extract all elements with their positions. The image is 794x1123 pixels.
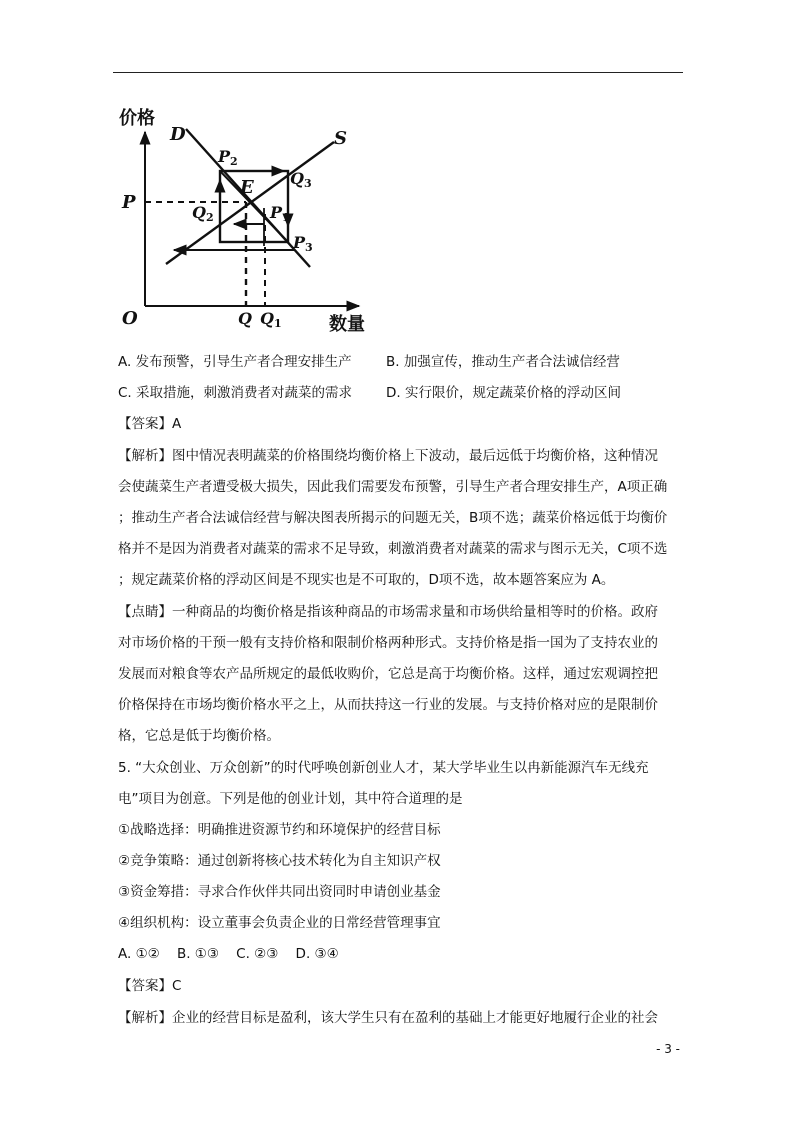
analysis-tag: 【解析】 (118, 448, 172, 464)
q4-comment-line-2: 对市场价格的干预一般有支持价格和限制价格两种形式。支持价格是指一国为了支持农业的 (118, 635, 658, 651)
supply-demand-figure (114, 104, 394, 340)
q-label: Q (238, 309, 252, 328)
p2-label: P2 (218, 147, 238, 168)
q5-stem-line-2: 电”项目为创意。下列是他的创业计划，其中符合道理的是 (118, 791, 463, 807)
equilibrium-label: E (240, 177, 254, 198)
answer-value: C (172, 978, 182, 994)
q4-option-b: B. 加强宣传，推动生产者合法诚信经营 (386, 354, 620, 370)
q4-analysis-line-3: ；推动生产者合法诚信经营与解决图表所揭示的问题无关，B项不选；蔬菜价格远低于均衡价 (118, 510, 668, 526)
header-rule (113, 72, 683, 73)
answer-tag: 【答案】 (118, 416, 172, 432)
q4-comment-line-5: 格，它总是低于均衡价格。 (118, 728, 280, 744)
q4-analysis-line-5: ；规定蔬菜价格的浮动区间是不现实也是不可取的，D项不选，故本题答案应为 A。 (118, 572, 615, 588)
page-number: - 3 - (656, 1042, 680, 1056)
q3-label: Q3 (290, 169, 312, 190)
q1-label: Q1 (260, 309, 282, 330)
q4-answer (118, 414, 181, 434)
price-label: P (122, 192, 136, 213)
demand-label: D (170, 124, 186, 145)
supply-label: S (334, 128, 347, 149)
supply-demand-diagram (114, 104, 394, 340)
q4-analysis-line-2: 会使蔬菜生产者遭受极大损失，因此我们需要发布预警，引导生产者合理安排生产，A项正确 (118, 479, 668, 495)
q4-analysis-line-4: 格并不是因为消费者对蔬菜的需求不足导致，刺激消费者对蔬菜的需求与图示无关，C项不选 (118, 541, 668, 557)
q5-item-1: ①战略选择：明确推进资源节约和环境保护的经营目标 (118, 822, 441, 838)
q5-item-2: ②竞争策略：通过创新将核心技术转化为自主知识产权 (118, 853, 441, 869)
comment-tag: 【点睛】 (118, 604, 172, 620)
q5-stem-line-1: 5. “大众创业、万众创新”的时代呼唤创新创业人才，某大学毕业生以冉新能源汽车无线充 (118, 760, 649, 776)
analysis-tag: 【解析】 (118, 1010, 172, 1026)
q4-analysis-line-1: 【解析】图中情况表明蔬菜的价格围绕均衡价格上下波动，最后远低于均衡价格，这种情况 (118, 448, 658, 464)
q5-answer (118, 976, 181, 996)
q5-options: A. ①② B. ①③ C. ②③ D. ③④ (118, 946, 339, 962)
p1-label: P1 (270, 203, 290, 224)
q4-comment-line-3: 发展而对粮食等农产品所规定的最低收购价，它总是高于均衡价格。这样，通过宏观调控把 (118, 666, 658, 682)
q2-label: Q2 (192, 203, 214, 224)
q4-comment-line-4: 价格保持在市场均衡价格水平之上，从而扶持这一行业的发展。与支持价格对应的是限制价 (118, 697, 658, 713)
q5-item-4: ④组织机构：设立董事会负责企业的日常经营管理事宜 (118, 915, 441, 931)
origin-label: O (122, 308, 138, 329)
x-axis-label: 数量 (329, 314, 365, 335)
demand-curve (186, 129, 310, 267)
answer-value: A (172, 416, 182, 432)
q4-comment-line-1: 【点睛】一种商品的均衡价格是指该种商品的市场需求量和市场供给量相等时的价格。政府 (118, 604, 658, 620)
q5-analysis-line-1: 【解析】企业的经营目标是盈利，该大学生只有在盈利的基础上才能更好地履行企业的社会 (118, 1010, 658, 1026)
q4-option-c: C. 采取措施，刺激消费者对蔬菜的需求 (118, 385, 353, 401)
answer-tag: 【答案】 (118, 978, 172, 994)
q4-option-a: A. 发布预警，引导生产者合理安排生产 (118, 354, 352, 370)
q4-option-d: D. 实行限价，规定蔬菜价格的浮动区间 (386, 385, 621, 401)
q5-item-3: ③资金筹措：寻求合作伙伴共同出资同时申请创业基金 (118, 884, 441, 900)
p3-label: P3 (293, 233, 313, 254)
y-axis-label: 价格 (119, 108, 155, 129)
